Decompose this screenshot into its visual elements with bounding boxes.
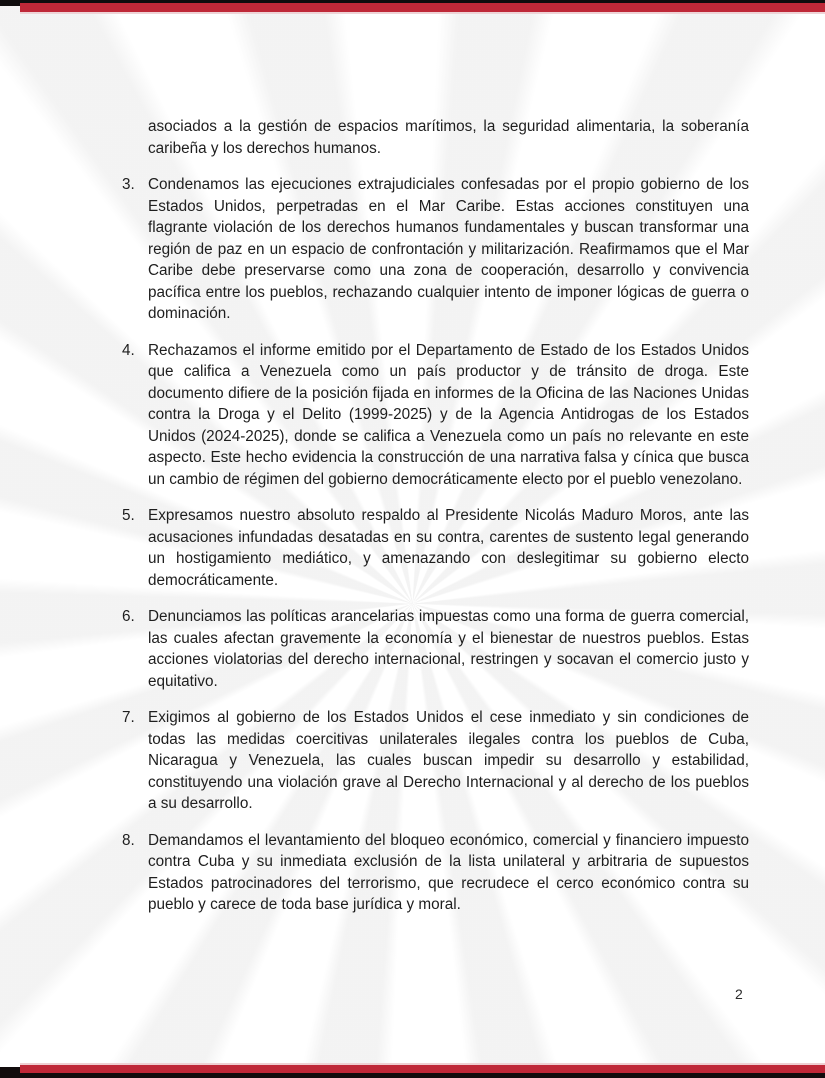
- list-item: [122, 174, 749, 325]
- item-number: 5.: [122, 507, 135, 524]
- item-number: 8.: [122, 831, 135, 849]
- list-item: [122, 830, 749, 916]
- top-red-band: [20, 3, 825, 14]
- item-number: 7.: [122, 709, 135, 726]
- item-text: Expresamos nuestro absoluto respaldo al Presidente Nicolás Maduro Moros, ante las acusaciones infundadas desatadas en su contra, carentes de sustento legal generando un hostigamiento mediático, y amenazando con deslegitimar su gobierno electo democráticamente.: [148, 507, 749, 589]
- top-left-black-notch: [0, 0, 20, 6]
- item-text: Exigimos al gobierno de los Estados Unidos el cese inmediato y sin condiciones de todas las medidas coercitivas unilaterales ilegales contra los pueblos de Cuba, Nicaragua y Venezuela, las cuales buscan impedir su desarrollo y estabilidad, constituyendo una violación grave al Derecho Internacional y al derecho de los pueblos a su desarrollo.: [148, 709, 749, 812]
- item-text: Demandamos el levantamiento del bloqueo económico, comercial y financiero impuesto contra Cuba y su inmediata exclusión de la lista unilateral y arbitraria de supuestos Estados patrocinadores del terrorismo, que recrudece el cerco económico contra su pueblo y carece de toda base jurídica y moral.: [148, 831, 749, 913]
- page-number: 2: [735, 986, 743, 1002]
- list-item: [122, 505, 749, 591]
- intro-paragraph: asociados a la gestión de espacios marítimos, la seguridad alimentaria, la soberanía caribeña y los derechos humanos.: [148, 118, 749, 157]
- document-text: [122, 116, 749, 916]
- bottom-left-black-notch: [0, 1067, 20, 1078]
- item-text: Rechazamos el informe emitido por el Departamento de Estado de los Estados Unidos que califica a Venezuela como un país productor y de tránsito de droga. Este documento difiere de la posición fijada en informes de la Oficina de las Naciones Unidas contra la Droga y el Delito (1999-2025) y de la Agencia Antidrogas de los Estados Unidos (2024-2025), donde se califica a Venezuela como un país no relevante en este aspecto. Este hecho evidencia la construcción de una narrativa falsa y cínica que busca un cambio de régimen del gobierno democráticamente electo por el pueblo venezolano.: [148, 341, 749, 488]
- list-item: [122, 606, 749, 692]
- list-item: [122, 707, 749, 815]
- item-text: Condenamos las ejecuciones extrajudiciales confesadas por el propio gobierno de los Estados Unidos, perpetradas en el Mar Caribe. Estas acciones constituyen una flagrante violación de los derechos humanos fundamentales y buscan transformar una región de paz en un espacio de confrontación y militarización. Reafirmamos que el Mar Caribe debe preservarse como una zona de cooperación, desarrollo y convivencia pacífica entre los pueblos, rechazando cualquier intento de imponer lógicas de guerra o dominación.: [148, 176, 749, 322]
- item-text: Denunciamos las políticas arancelarias impuestas como una forma de guerra comercial, las cuales afectan gravemente la economía y el bienestar de nuestros pueblos. Estas acciones violatorias del derecho internacional, restringen y socavan el comercio justo y equitativo.: [148, 608, 749, 690]
- item-number: 3.: [122, 176, 135, 193]
- bottom-black-bar: [0, 1073, 825, 1078]
- item-number: 6.: [122, 608, 135, 625]
- item-number: 4.: [122, 341, 135, 359]
- list-item: [122, 340, 749, 491]
- bottom-red-band: [20, 1063, 825, 1073]
